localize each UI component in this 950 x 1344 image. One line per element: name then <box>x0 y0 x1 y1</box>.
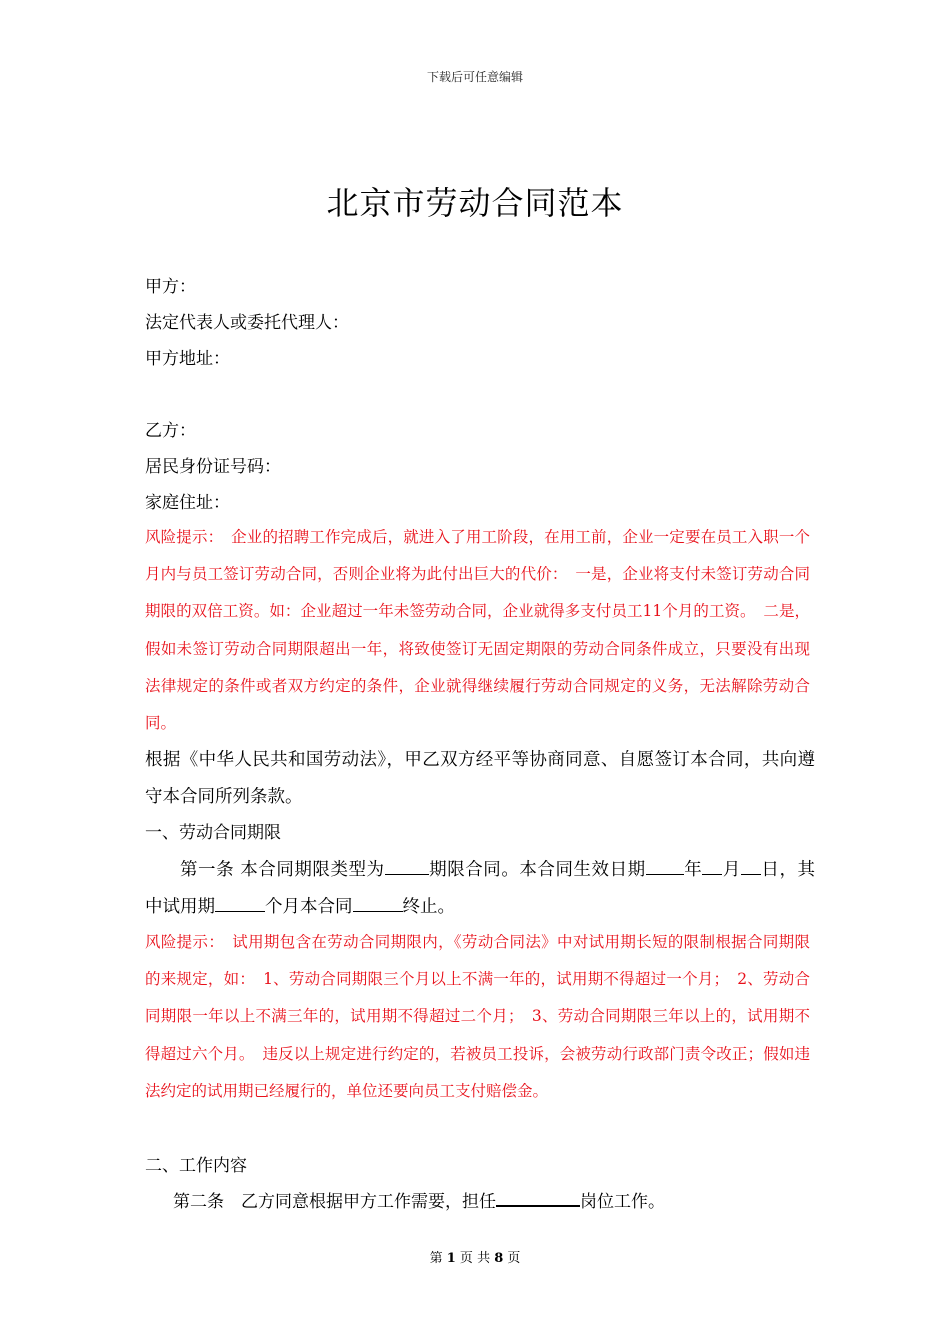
party-a-address-label: 甲方地址： <box>145 349 230 369</box>
footer-page-number: 1 <box>446 1251 456 1266</box>
footer-ye2: 页 <box>507 1251 521 1266</box>
preamble: 根据《中华人民共和国劳动法》，甲乙双方经平等协商同意、自愿签订本合同，共向遵守本合同所列条款。 <box>145 750 815 807</box>
document-title: 北京市劳动合同范本 <box>326 184 624 222</box>
footer-total-pages: 8 <box>494 1251 504 1266</box>
party-b-address-label: 家庭住址： <box>145 493 230 513</box>
party-a-label: 甲方： <box>145 277 196 297</box>
article-1 <box>145 852 815 926</box>
article-2-part1: 第二条 乙方同意根据甲方工作需要，担任 <box>173 1192 496 1212</box>
header-note: 下载后可任意编辑 <box>426 70 523 84</box>
page-footer <box>0 1247 950 1266</box>
party-a-rep-label: 法定代表人或委托代理人： <box>145 313 349 333</box>
footer-gong: 共 <box>477 1251 491 1266</box>
blank-day[interactable] <box>741 855 761 875</box>
party-b-label: 乙方： <box>145 421 196 441</box>
blank-month[interactable] <box>702 855 722 875</box>
risk-notice-2: 风险提示： 试用期包含在劳动合同期限内，《劳动合同法》中对试用期长短的限制根据合同期限的来规定，如： 1、劳动合同期限三个月以上不满一年的，试用期不得超过一个月； 2、劳动合同期限一年以上不满三年的，试用期不得超过二个月； 3、劳动合同期限三年以上的，试用期不得超过六个月。 违反以上规定进行约定的，若被员工投诉，会被劳动行政部门责令改正；假如违法约定的试用期已经履行的，单位还要向员工支付赔偿金。 <box>145 933 810 1100</box>
blank-contract-type[interactable] <box>385 855 429 875</box>
footer-ye: 页 <box>459 1251 473 1266</box>
blank-end-date[interactable] <box>353 892 403 912</box>
blank-position[interactable] <box>496 1186 580 1207</box>
article-1-day: 日，其中试用期 <box>145 860 816 917</box>
article-1-part2: 期限合同。本合同生效日期 <box>428 860 646 880</box>
section2-heading: 二、工作内容 <box>145 1156 247 1176</box>
footer-di: 第 <box>429 1251 443 1266</box>
section1-heading: 一、劳动合同期限 <box>145 823 281 843</box>
blank-probation-months[interactable] <box>215 892 265 912</box>
article-2 <box>173 1185 665 1219</box>
article-1-part1: 第一条 本合同期限类型为 <box>180 860 385 880</box>
blank-year[interactable] <box>646 855 684 875</box>
party-b-id-label: 居民身份证号码： <box>145 457 281 477</box>
article-2-part2: 岗位工作。 <box>580 1192 665 1212</box>
risk-notice-1: 风险提示： 企业的招聘工作完成后，就进入了用工阶段，在用工前，企业一定要在员工入职一个月内与员工签订劳动合同，否则企业将为此付出巨大的代价： 一是，企业将支付未签订劳动合同期限的双倍工资。如：企业超过一年未签劳动合同，企业就得多支付员工11个月的工资。 二是，假如未签订劳动合同期限超出一年，将致使签订无固定期限的劳动合同条件成立，只要没有出现法律规定的条件或者双方约定的条件，企业就得继续履行劳动合同规定的义务，无法解除劳动合同。 <box>145 528 810 733</box>
article-1-part3: 个月本合同 <box>265 897 353 917</box>
article-1-year: 年 <box>683 860 703 880</box>
article-1-end: 终止。 <box>402 897 455 917</box>
article-1-month: 月 <box>722 860 741 880</box>
